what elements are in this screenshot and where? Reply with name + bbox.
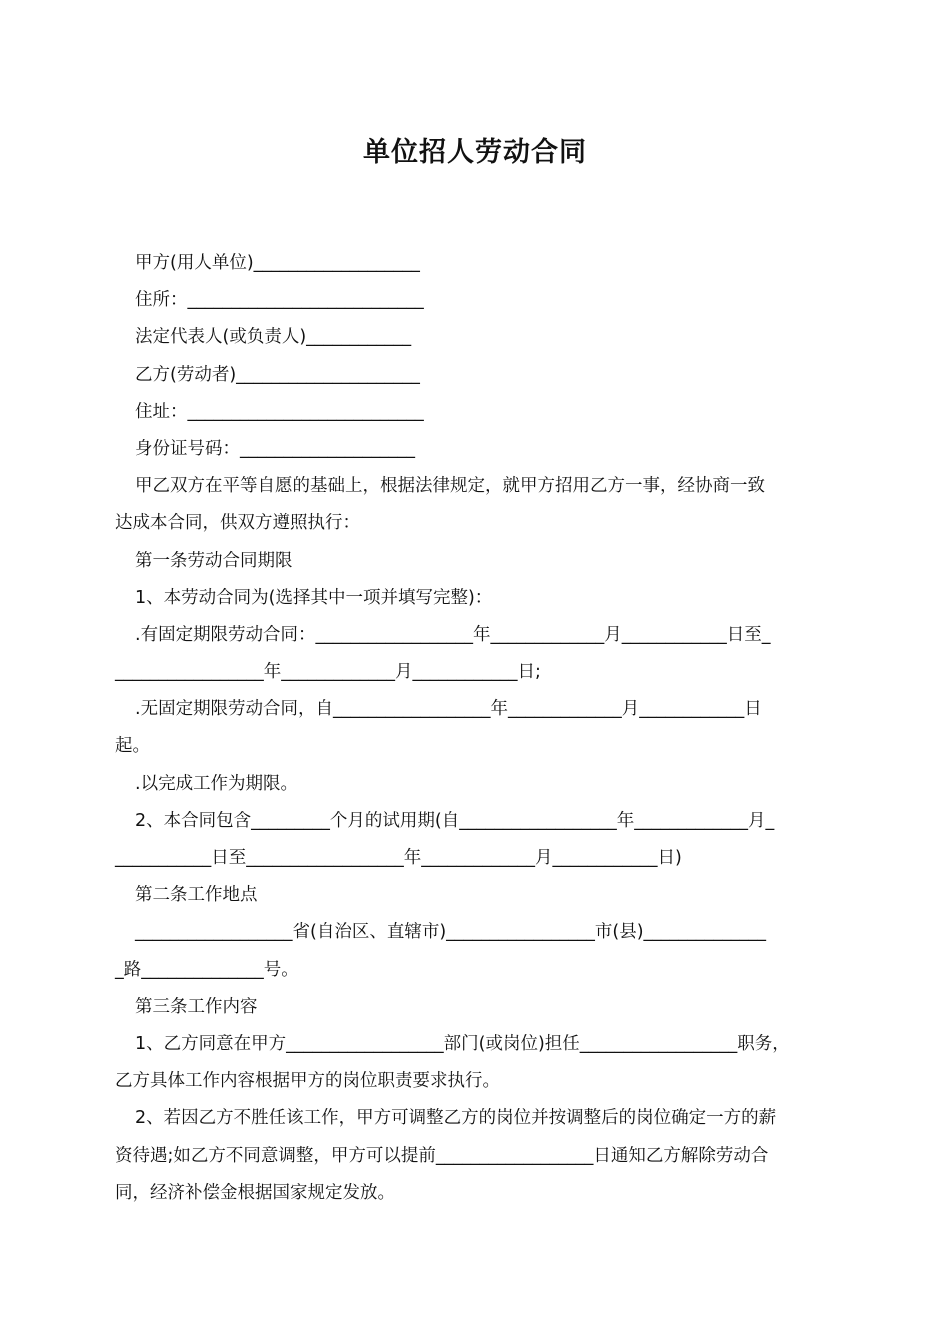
preamble-line-2: 达成本合同，供双方遵照执行： — [115, 513, 360, 534]
open-term-line-2: 起。 — [115, 736, 150, 757]
party-b-address-line: 住址：___________________________ — [135, 401, 424, 422]
article-1-heading: 第一条劳动合同期限 — [135, 550, 293, 571]
fixed-term-line-1: .有固定期限劳动合同：__________________年_____________月____________日至_ — [135, 624, 771, 645]
work-location-line-1: __________________省(自治区、直辖市)_________________市(县)______________ — [135, 922, 767, 943]
document-body — [115, 245, 835, 1212]
article-3-clause-2-line-1: 2、若因乙方不胜任该工作，甲方可调整乙方的岗位并按调整后的岗位确定一方的薪 — [135, 1108, 777, 1129]
task-term-line: .以完成工作为期限。 — [135, 773, 299, 794]
party-a-address-line: 住所：___________________________ — [135, 290, 424, 311]
fixed-term-line-2: _________________年_____________月____________日; — [115, 662, 541, 683]
legal-representative-line: 法定代表人(或负责人)____________ — [135, 327, 412, 348]
preamble-line-1: 甲乙双方在平等自愿的基础上，根据法律规定，就甲方招用乙方一事，经协商一致 — [135, 476, 765, 497]
article-3-clause-2-line-3: 同，经济补偿金根据国家规定发放。 — [115, 1182, 395, 1203]
document-title: 单位招人劳动合同 — [363, 137, 587, 168]
id-number-line: 身份证号码：____________________ — [135, 438, 415, 459]
probation-line-1: 2、本合同包含_________个月的试用期(自__________________年_____________月_ — [135, 810, 775, 831]
article-1-clause-1: 1、本劳动合同为(选择其中一项并填写完整)： — [135, 587, 493, 608]
party-b-line: 乙方(劳动者)_____________________ — [135, 364, 420, 385]
open-term-line-1: .无固定期限劳动合同，自__________________年_____________月____________日 — [135, 699, 762, 720]
article-3-clause-1-line-1: 1、乙方同意在甲方__________________部门(或岗位)担任__________________职务， — [135, 1033, 790, 1054]
article-3-clause-1-line-2: 乙方具体工作内容根据甲方的岗位职责要求执行。 — [115, 1071, 500, 1092]
article-2-heading: 第二条工作地点 — [135, 885, 258, 906]
work-location-line-2: _路______________号。 — [115, 959, 299, 980]
article-3-heading: 第三条工作内容 — [135, 996, 258, 1017]
probation-line-2: ___________日至__________________年_____________月____________日) — [115, 848, 682, 868]
party-a-line: 甲方(用人单位)___________________ — [135, 253, 420, 273]
article-3-clause-2-line-2: 资待遇;如乙方不同意调整，甲方可以提前__________________日通知乙方解除劳动合 — [115, 1145, 769, 1166]
